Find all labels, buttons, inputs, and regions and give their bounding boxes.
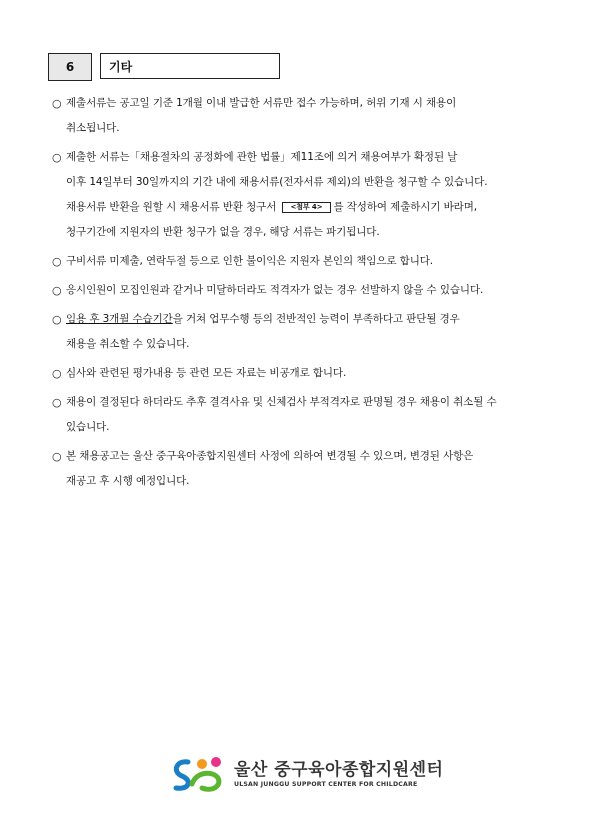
item-line: 제출서류는 공고일 기준 1개월 이내 발급한 서류만 접수 가능하며, 허위 기재 시 채용이 — [66, 97, 457, 109]
underlined-text: 임용 후 3개월 수습기간 — [66, 313, 173, 325]
item-line: 있습니다. — [66, 421, 110, 433]
circle-bullet-icon: ○ — [52, 97, 62, 110]
circle-bullet-icon: ○ — [52, 450, 62, 463]
circle-bullet-icon: ○ — [52, 367, 62, 380]
list-item — [52, 307, 572, 357]
item-line: 제출한 서류는「채용절차의 공정화에 관한 법률」제11조에 의거 채용여부가 확정된 날 — [66, 151, 458, 163]
list-item — [52, 278, 572, 303]
notice-list — [52, 91, 572, 498]
footer — [168, 754, 443, 794]
circle-bullet-icon: ○ — [52, 284, 62, 297]
list-item — [52, 91, 572, 141]
section-header — [48, 53, 280, 81]
section-title: 기타 — [100, 53, 280, 79]
item-line: 본 채용공고는 울산 중구육아종합지원센터 사정에 의하여 변경될 수 있으며, 변경된 사항은 — [66, 450, 474, 462]
list-item — [52, 361, 572, 386]
org-name-korean: 울산 중구육아종합지원센터 — [234, 760, 444, 780]
circle-bullet-icon: ○ — [52, 151, 62, 164]
org-name-english: ULSAN JUNGGU SUPPORT CENTER FOR CHILDCARE — [234, 781, 418, 788]
circle-bullet-icon: ○ — [52, 255, 62, 268]
item-line — [66, 307, 460, 332]
item-line: 채용을 취소할 수 있습니다. — [66, 338, 190, 350]
list-item — [52, 444, 572, 494]
section-number: 6 — [48, 53, 92, 81]
item-line: 청구기간에 지원자의 반환 청구가 없을 경우, 해당 서류는 파기됩니다. — [66, 226, 380, 238]
attachment-label: <첨부 4> — [282, 202, 332, 213]
item-line: 응시인원이 모집인원과 같거나 미달하더라도 적격자가 없는 경우 선발하지 않을 수 있습니다. — [66, 284, 484, 296]
item-line — [66, 195, 487, 220]
item-line: 심사와 관련된 평가내용 등 관련 모든 자료는 비공개로 합니다. — [66, 367, 347, 379]
circle-bullet-icon: ○ — [52, 313, 62, 326]
list-item — [52, 145, 572, 245]
list-item — [52, 249, 572, 274]
item-line: 구비서류 미제출, 연락두절 등으로 인한 불이익은 지원자 본인의 책임으로 합니다. — [66, 255, 434, 267]
list-item — [52, 390, 572, 440]
item-text: 을 거쳐 업무수행 등의 전반적인 능력이 부족하다고 판단될 경우 — [172, 313, 460, 325]
item-text: 를 작성하여 제출하시기 바라며, — [333, 201, 477, 213]
item-text: 채용서류 반환을 원할 시 채용서류 반환 청구서 — [66, 201, 277, 213]
item-line: 이후 14일부터 30일까지의 기간 내에 채용서류(전자서류 제외)의 반환을 청구할 수 있습니다. — [66, 176, 488, 188]
item-line: 재공고 후 시행 예정입니다. — [66, 475, 190, 487]
item-line: 취소됩니다. — [66, 122, 120, 134]
circle-bullet-icon: ○ — [52, 396, 62, 409]
swirl-logo-icon — [168, 754, 228, 794]
item-line: 채용이 결정된다 하더라도 추후 결격사유 및 신체검사 부적격자로 판명될 경우 채용이 취소될 수 — [66, 396, 497, 408]
